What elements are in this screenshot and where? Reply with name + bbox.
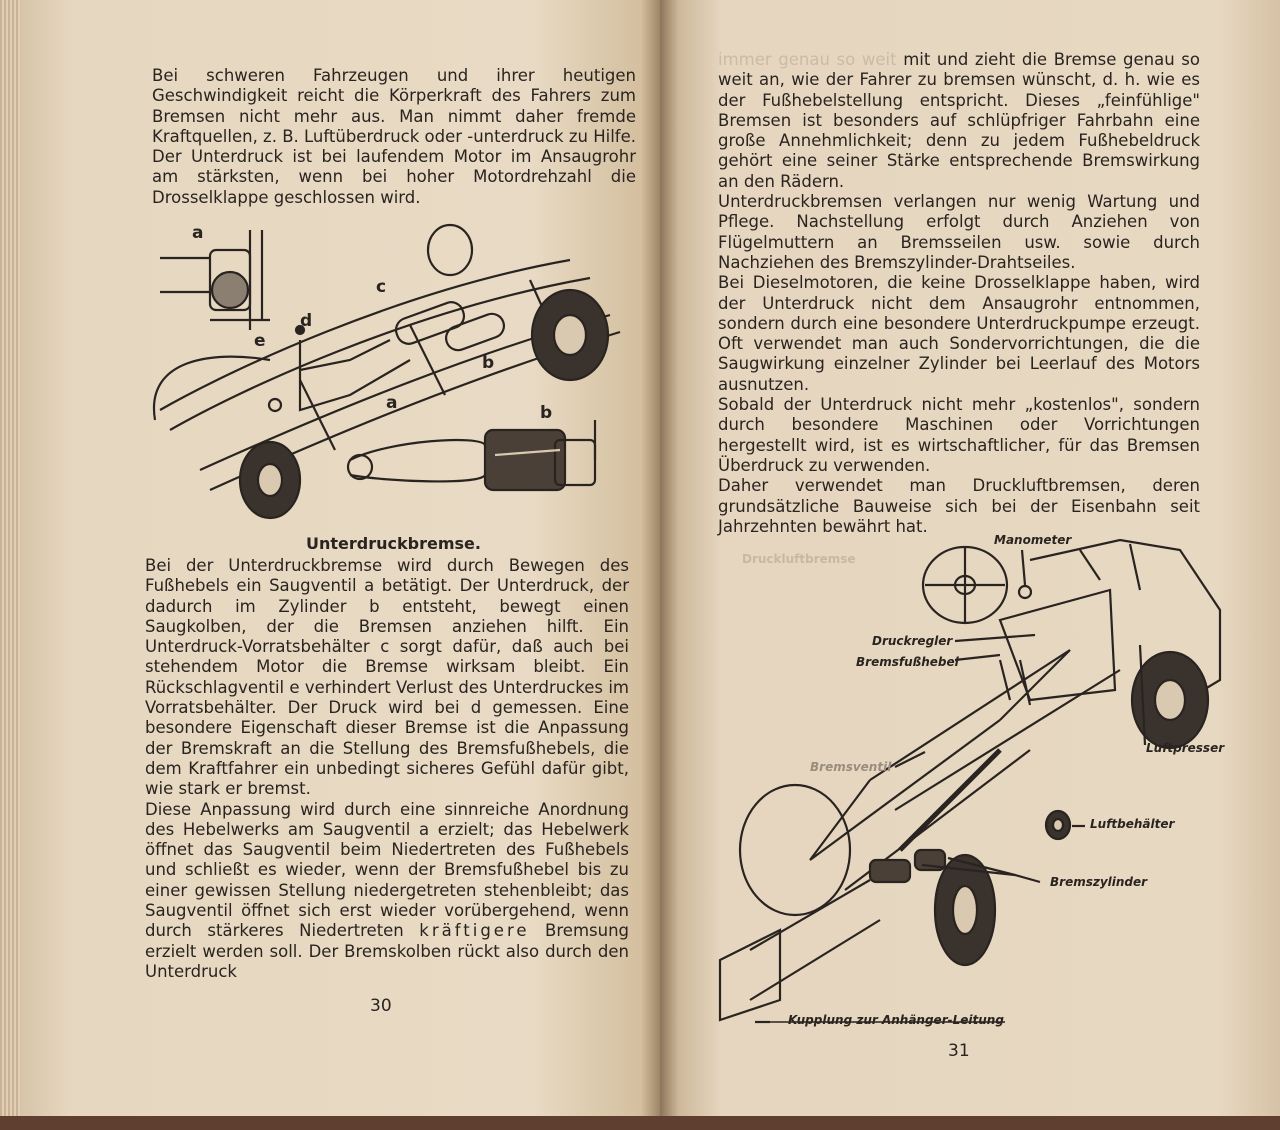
left-figure-caption: Unterdruckbremse. (306, 534, 481, 553)
right-figure-caption: Druckluftbremse (742, 552, 856, 566)
label-bremsventil: Bremsventil (810, 760, 892, 774)
page-number-left: 30 (370, 996, 392, 1016)
label-c: c (376, 277, 387, 297)
intro-text: Bei schweren Fahrzeugen und ihrer heutigen Geschwindigkeit reicht die Körperkraft des Fahrers zum Bremsen nicht mehr aus. Man nimmt daher fremde Kraftquellen, z. B. Luftüberdruck oder -unterdruck zu Hilfe. Der Unterdruck ist bei laufendem Motor im Ansaugrohr am stärksten, wenn bei hoher Motordrehzahl die Drosselklappe geschlossen wird. (152, 66, 636, 207)
label-bremsfusshebel: Bremsfußhebel (856, 655, 959, 669)
right-paragraph-2: Unterdruckbremsen verlangen nur wenig Wartung und Pflege. Nachstellung erfolgt durch Anziehen von Flügelmuttern an Bremsseilen usw. sowie durch Nachziehen des Bremszylinder-Drahtseiles. (718, 192, 1200, 272)
faded-text: immer genau so weit (718, 50, 897, 69)
label-kupplung: Kupplung zur Anhänger-Leitung (788, 1013, 1004, 1027)
right-paragraph-5: Daher verwendet man Druckluftbremsen, deren grundsätzliche Bauweise sich bei der Eisenbahn seit Jahrzehnten bewährt hat. (718, 476, 1200, 536)
right-paragraphs (718, 50, 1200, 537)
body-paragraph-2-part-b: Bremsung erzielt werden soll. Der Bremskolben rückt also durch den Unterdruck (145, 921, 629, 981)
label-a-top: a (192, 223, 204, 243)
right-paragraph-3: Bei Dieselmotoren, die keine Drosselklappe haben, wird der Unterdruck nicht dem Ansaugrohr entnommen, sondern durch eine besondere Unterdruckpumpe erzeugt. Oft verwendet man auch Sondervorrichtungen, die die Saugwirkung einzelner Zylinder bei Leerlauf des Motors ausnutzen. (718, 273, 1200, 394)
label-druckregler: Druckregler (872, 634, 953, 648)
left-paragraph-intro (152, 66, 636, 208)
label-d: d (300, 311, 313, 331)
label-manometer: Manometer (994, 533, 1072, 547)
spaced-word: kräftigere (419, 921, 530, 941)
page-number-right: 31 (948, 1041, 970, 1061)
label-bremszylinder: Bremszylinder (1050, 875, 1148, 889)
label-luftbehaelter: Luftbehälter (1090, 817, 1175, 831)
right-paragraph-1-rest: mit und zieht die Bremse genau so weit an, wie der Fahrer zu bremsen wünscht, d. h. wie es der Fußhebelstellung entspricht. Dieses „feinfühlige" Bremsen ist besonders auf schlüpfriger Fahrbahn eine große Annehmlichkeit; denn zu jedem Fußhebeldruck gehört eine seiner Stärke entsprechende Bremswirkung an den Rädern. (718, 50, 1200, 191)
label-b-mid: b (482, 353, 495, 373)
book-bottom-edge (0, 1116, 1280, 1130)
right-paragraph-4: Sobald der Unterdruck nicht mehr „kostenlos", sondern durch besondere Maschinen oder Vorrichtungen hergestellt wird, ist es wirtschaftlicher, für das Bremsen Überdruck zu verwenden. (718, 395, 1200, 475)
label-a-bottom: a (386, 393, 398, 413)
body-paragraph-1: Bei der Unterdruckbremse wird durch Bewegen des Fußhebels ein Saugventil a betätigt. Der Unterdruck, der dadurch im Zylinder b entsteht, bewegt einen Saugkolben, der die Bremsen anziehen hilft. Ein Unterdruck-Vorratsbehälter c sorgt dafür, daß auch bei stehendem Motor die Bremse wirksam bleibt. Ein Rückschlagventil e verhindert Verlust des Unterdruckes im Vorratsbehälter. Der Druck wird bei d gemessen. Eine besondere Eigenschaft dieser Bremse ist die Anpassung der Bremskraft an die Stellung des Bremsfußhebels, die dem Kraftfahrer ein unbedingt sicheres Gefühl dafür gibt, wie stark er bremst. (145, 556, 629, 799)
label-b-detail: b (540, 403, 553, 423)
left-paragraph-body (145, 556, 629, 982)
label-e: e (254, 331, 266, 351)
body-paragraph-2-part-a: Diese Anpassung wird durch eine sinnreiche Anordnung des Hebelwerks am Saugventil a erzielt; das Hebelwerk öffnet das Saugventil beim Niedertreten des Fußhebels und schließt es wieder, wenn der Bremsfußhebel bis zu einer gewissen Stellung niedergetreten stehenbleibt; das Saugventil öffnet sich erst wieder vorübergehend, wenn durch stärkeres Niedertreten (145, 799, 629, 941)
label-luftpresser: Luftpresser (1146, 741, 1225, 755)
vacuum-brake-illustration (150, 220, 630, 530)
right-paragraph-1 (718, 50, 1200, 192)
air-brake-illustration (700, 530, 1240, 1040)
body-paragraph-2 (145, 800, 629, 983)
